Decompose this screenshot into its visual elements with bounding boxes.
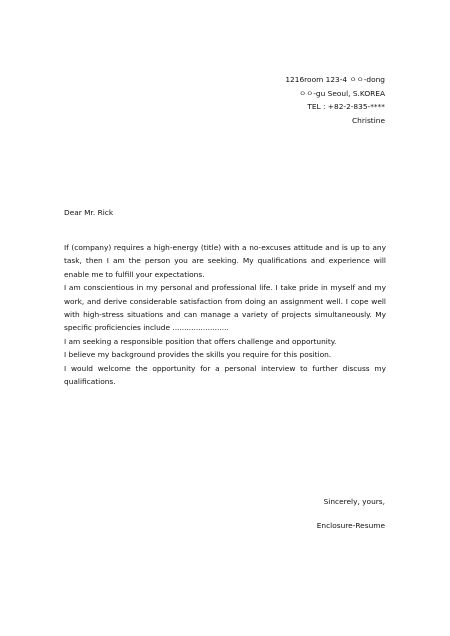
sender-name: Christine <box>352 115 385 125</box>
salutation: Dear Mr. Rick <box>64 208 114 217</box>
letter-body <box>64 241 386 388</box>
body-paragraph-5: I would welcome the opportunity for a personal interview to further discuss my qualifications. <box>64 363 386 387</box>
body-paragraph-3: I am seeking a responsible position that offers challenge and opportunity. <box>64 336 337 346</box>
body-paragraph-1: If (company) requires a high-energy (title) with a no-excuses attitude and is up to any task, then I am the person you are seeking. My qualifications and experience will enable me to fulfill your expectations. <box>64 243 386 279</box>
address-line-phone: TEL : +82-2-835-**** <box>307 102 385 111</box>
address-line-city: ㅇㅇ-gu Seoul, S.KOREA <box>298 88 385 98</box>
sender-address-block <box>285 73 385 127</box>
body-paragraph-4: I believe my background provides the skills you require for this position. <box>64 350 332 360</box>
address-line-street: 1216room 123-4 ㅇㅇ-dong <box>285 75 385 84</box>
enclosure-note: Enclosure-Resume <box>316 521 385 530</box>
body-paragraph-2: I am conscientious in my personal and professional life. I take pride in myself and my work, and derive considerable satisfaction from doing an assignment well. I cope well with high-stress situations and can manage a variety of projects simultaneously. My specific proficiencies include ........................ <box>64 283 386 333</box>
closing-phrase: Sincerely, yours, <box>323 497 385 506</box>
closing-block <box>324 496 385 508</box>
